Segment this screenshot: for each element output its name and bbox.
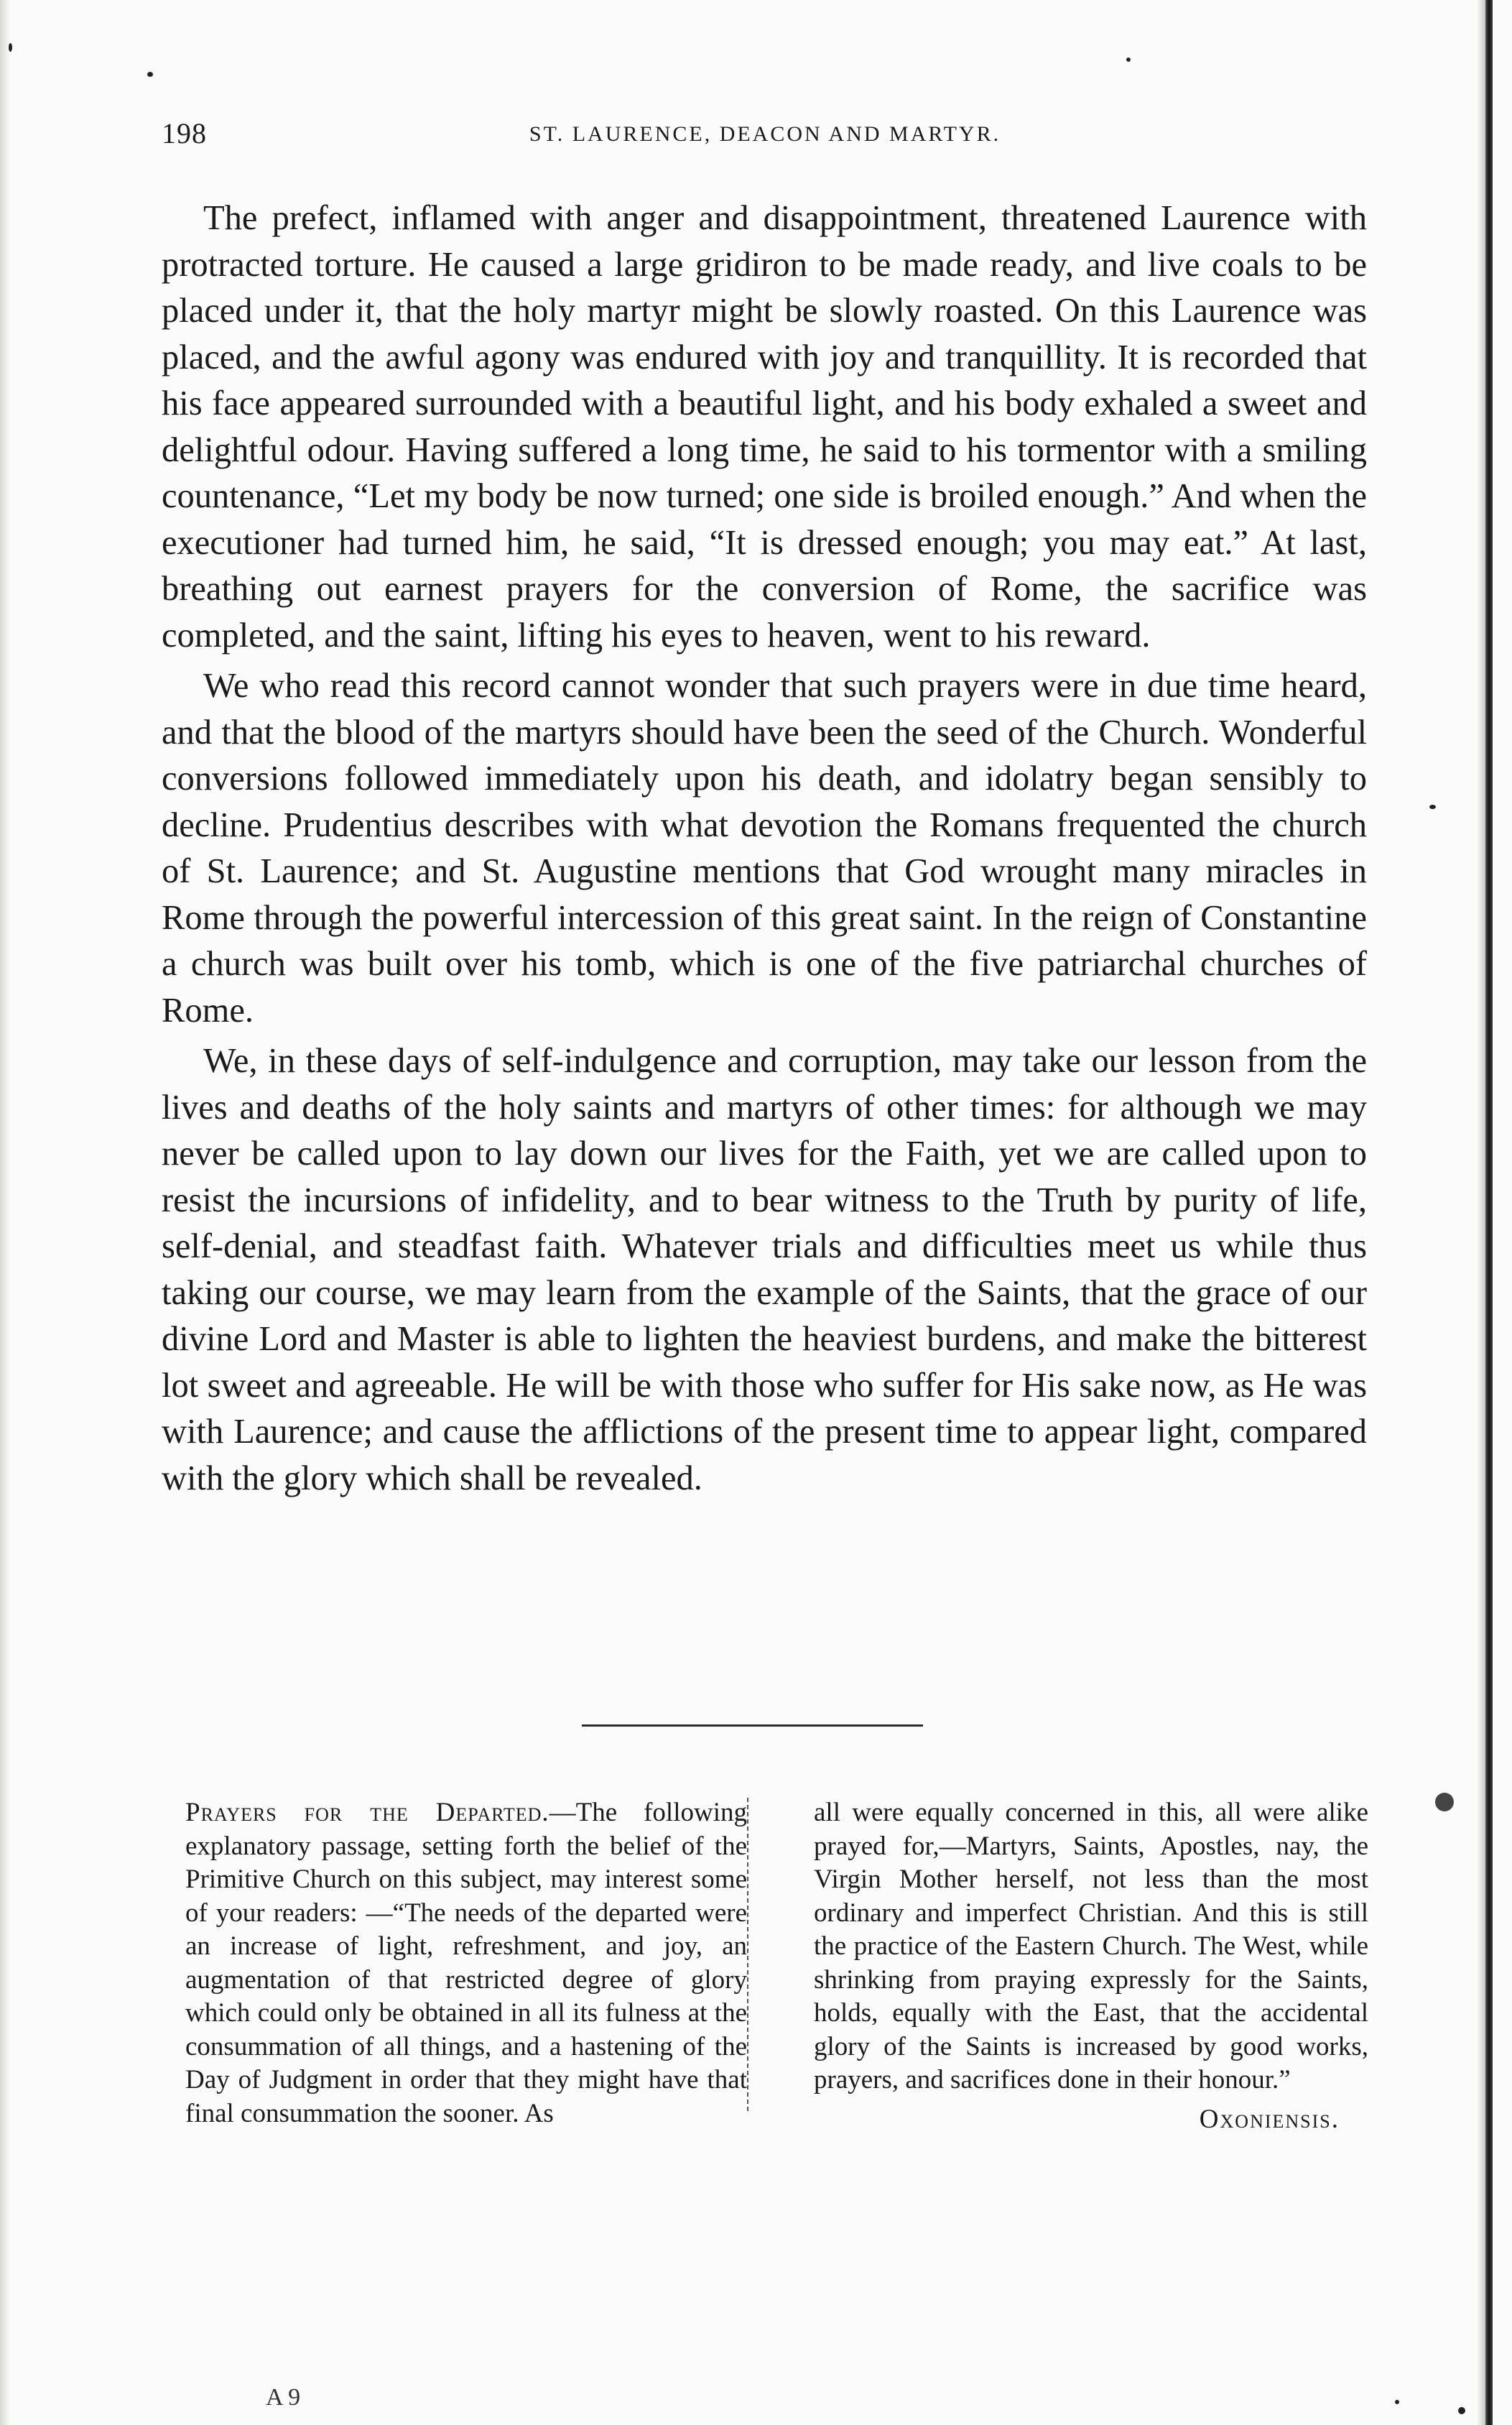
page-edge bbox=[1485, 0, 1493, 2425]
signature: Oxoniensis. bbox=[1199, 2104, 1340, 2134]
note-left-body: —The following explanatory passage, setting forth the belief of the Primitive Church on this subject, may interest some of your readers: —“The needs of the departed were an increase of light, refreshment, and joy, an augmentation of that restricted degree of glory which could only be obtained in all its fulness at the consummation of all things, and a hastening of the Day of Judgment in order that they might have that final consummation the sooner. As bbox=[185, 1798, 747, 2128]
speck bbox=[147, 72, 153, 77]
page-header bbox=[162, 116, 1368, 160]
speck bbox=[1395, 2400, 1399, 2404]
footnote-left-text bbox=[185, 1796, 747, 2130]
speck bbox=[1435, 1793, 1454, 1811]
column-rule bbox=[747, 1798, 748, 2111]
running-title: ST. LAURENCE, DEACON AND MARTYR. bbox=[529, 122, 1001, 146]
speck bbox=[1429, 805, 1436, 809]
speck bbox=[1126, 57, 1131, 62]
footnote-columns bbox=[162, 1796, 1368, 2134]
speck bbox=[9, 43, 12, 52]
main-text bbox=[162, 195, 1367, 1502]
signature-mark: A 9 bbox=[266, 2384, 301, 2411]
paragraph: We who read this record cannot wonder that such prayers were in due time heard, and that the blood of the martyrs should have been the seed of the Church. Wonderful conversions followed immediately upon his death, and idolatry began sensibly to decline. Prudentius describes with what devotion the Romans frequented the church of St. Laurence; and St. Augustine mentions that God wrought many miracles in Rome through the powerful intercession of this great saint. In the reign of Constantine a church was built over his tomb, which is one of the five patriarchal churches of Rome. bbox=[162, 667, 1367, 1030]
page-number: 198 bbox=[162, 117, 207, 149]
footnote-right-column bbox=[814, 1796, 1368, 2136]
note-title: Prayers for the Departed. bbox=[185, 1798, 549, 1827]
paragraph: We, in these days of self-indulgence and corruption, may take our lesson from the lives and deaths of the holy saints and martyrs of other times: for although we may never be called upon to lay down our lives for the Faith, yet we are called upon to resist the incursions of infidelity, and to bear witness to the Truth by purity of life, self-denial, and steadfast faith. Whatever trials and difficulties meet us while thus taking our course, we may learn from the example of the Saints, that the grace of our divine Lord and Master is able to lighten the heaviest burdens, and make the bitterest lot sweet and agreeable. He will be with those who suffer for His sake now, as He was with Laurence; and cause the afflictions of the present time to appear light, compared with the glory which shall be revealed. bbox=[162, 1042, 1367, 1497]
paragraph: The prefect, inflamed with anger and disappointment, threatened Laurence with protracted torture. He caused a large gridiron to be made ready, and live coals to be placed under it, that the holy martyr might be slowly roasted. On this Laurence was placed, and the awful agony was endured with joy and tranquillity. It is recorded that his face appeared surrounded with a beautiful light, and his body exhaled a sweet and delightful odour. Having suffered a long time, he said to his tormentor with a smiling countenance, “Let my body be now turned; one side is broiled enough.” And when the executioner had turned him, he said, “It is dressed enough; you may eat.” At last, breathing out earnest prayers for the conversion of Rome, the sacrifice was completed, and the saint, lifting his eyes to heaven, went to his reward. bbox=[162, 199, 1367, 655]
note-right-body: all were equally concerned in this, all were alike prayed for,—Martyrs, Saints, Apostles, nay, the Virgin Mother herself, not less than the most ordinary and imperfect Christian. And this is still the practice of the Eastern Church. The West, while shrinking from praying expressly for the Saints, holds, equally with the East, that the accidental glory of the Saints is increased by good works, prayers, and sacrifices done in their honour.” bbox=[814, 1798, 1368, 2094]
footnote-left-column bbox=[185, 1796, 747, 2130]
page-left-shadow bbox=[0, 0, 10, 2425]
section-divider bbox=[582, 1724, 923, 1727]
page-edge-shading bbox=[1477, 0, 1485, 2425]
speck bbox=[1458, 2407, 1465, 2414]
